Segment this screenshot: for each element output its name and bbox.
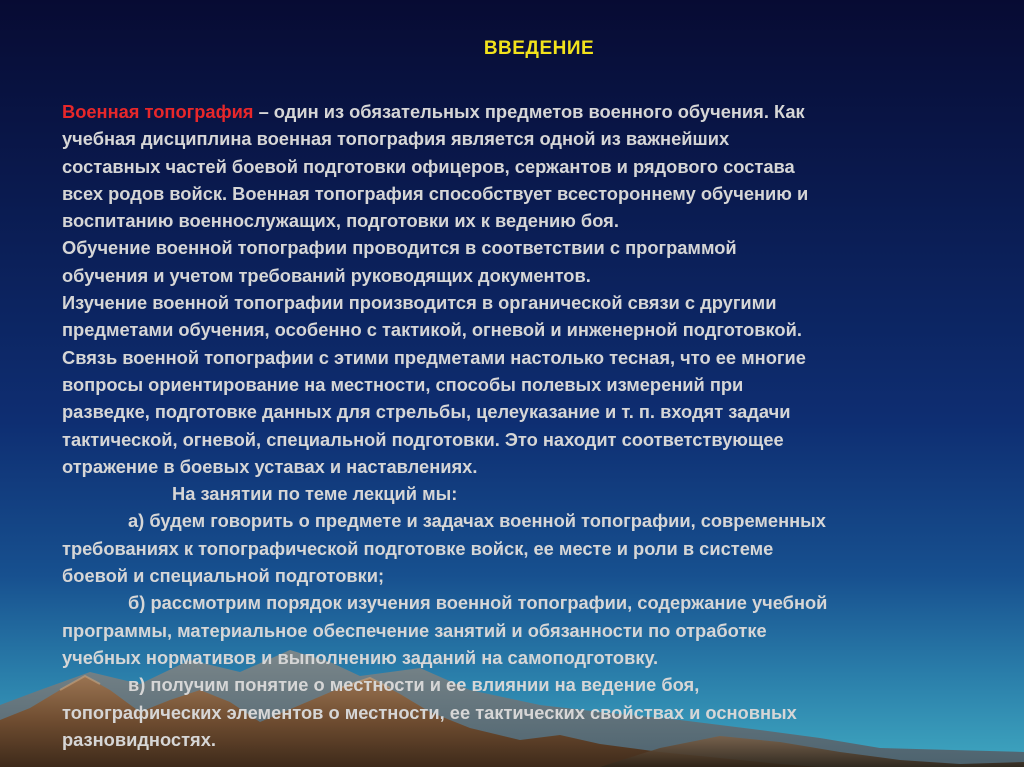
text-line: вопросы ориентирование на местности, способы полевых измерений при (62, 373, 744, 395)
text-line: требованиях к топографической подготовке войск, ее месте и роли в системе (62, 537, 774, 559)
text-line: обучения и учетом требований руководящих документов. (62, 264, 591, 286)
text-line: учебная дисциплина военная топография является одной из важнейших (62, 128, 730, 150)
text-line: воспитанию военнослужащих, подготовки их к ведению боя. (62, 210, 619, 232)
text-line: учебных нормативов и выполнению заданий на самоподготовку. (62, 646, 659, 668)
text-line: боевой и специальной подготовки; (62, 565, 385, 587)
list-item-a: а) будем говорить о предмете и задачах военной топографии, современных (128, 510, 826, 532)
text-line-fragment: – один из обязательных предметов военного обучения. Как (253, 101, 805, 122)
lecture-intro-line: На занятии по теме лекций мы: (172, 483, 458, 505)
text-line: Связь военной топографии с этими предметами настолько тесная, что ее многие (62, 346, 806, 368)
text-line: Обучение военной топографии проводится в соответствии с программой (62, 237, 737, 259)
text-line: всех родов войск. Военная топография способствует всестороннему обучению и (62, 182, 809, 204)
list-item-c: в) получим понятие о местности и ее влиянии на ведение боя, (128, 674, 700, 696)
text-line: отражение в боевых уставах и наставлениях. (62, 455, 478, 477)
slide-title: ВВЕДЕНИЕ (483, 38, 595, 59)
slide-body-text (62, 98, 1007, 753)
text-line: программы, материальное обеспечение занятий и обязанности по отработке (62, 619, 767, 641)
list-item-b: б) рассмотрим порядок изучения военной топографии, содержание учебной (128, 592, 828, 614)
text-line: топографических элементов о местности, ее тактических свойствах и основных (62, 701, 797, 723)
text-line: составных частей боевой подготовки офицеров, сержантов и рядового состава (62, 155, 795, 177)
text-line: предметами обучения, особенно с тактикой, огневой и инженерной подготовкой. (62, 319, 802, 341)
text-line: Изучение военной топографии производится в органической связи с другими (62, 292, 777, 314)
highlighted-term: Военная топография (62, 101, 254, 122)
text-line: тактической, огневой, специальной подготовки. Это находит соответствующее (62, 428, 784, 450)
text-line: разведке, подготовке данных для стрельбы, целеуказание и т. п. входят задачи (62, 401, 791, 423)
text-line (62, 98, 1007, 125)
text-line: разновидностях. (62, 728, 216, 750)
